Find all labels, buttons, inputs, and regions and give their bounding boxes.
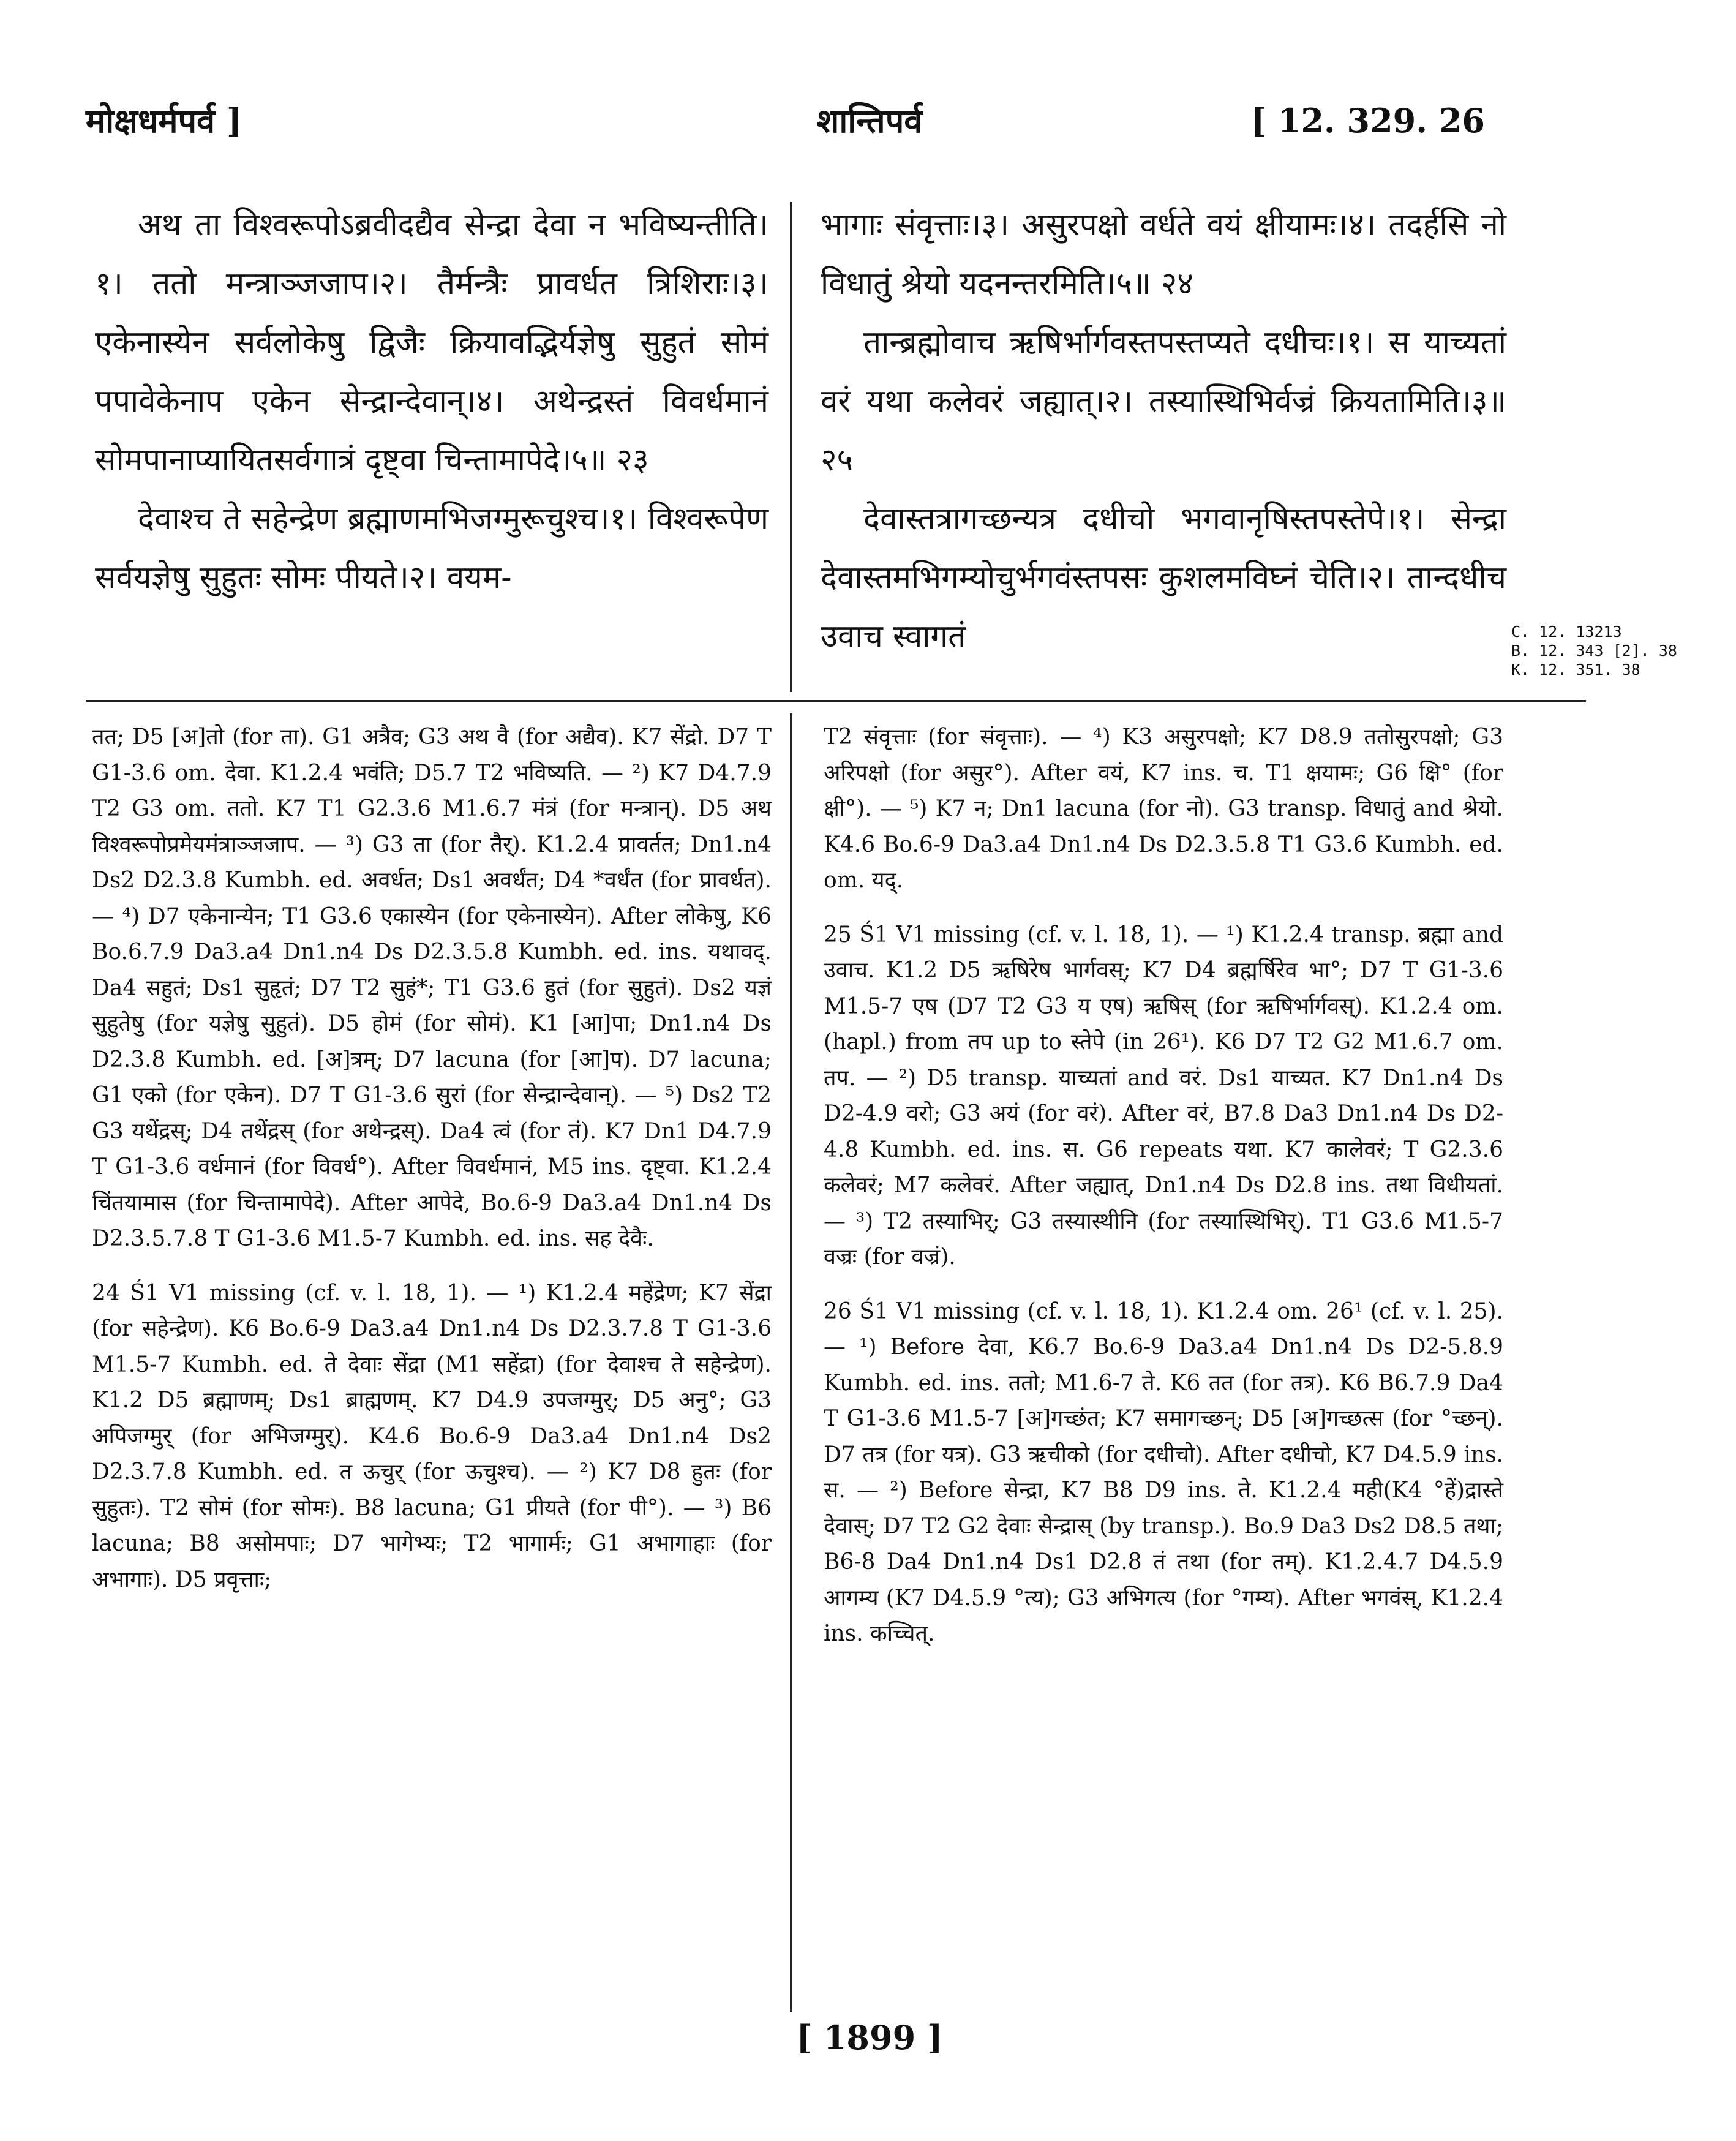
verse-24-start: देवाश्च ते सहेन्द्रेण ब्रह्माणमभिजग्मुरूचुश्च।१। विश्वरूपेण सर्वयज्ञेषु सुहुतः सोमः पीयते।२। वयम-: [95, 501, 768, 596]
running-header-reference: [ 12. 329. 26: [1250, 101, 1485, 140]
verse-23: अथ ता विश्वरूपोऽब्रवीदद्यैव सेन्द्रा देवा न भविष्यन्तीति।१। ततो मन्त्राञ्जजाप।२। तैर्मन्त्रैः प्रावर्धत त्रिशिराः।३। एकेनास्येन सर्वलोकेषु द्विजैः क्रियावद्भिर्यज्ञेषु सुहुतं सोमं पपावेकेनाप एकेन सेन्द्रान्देवान्।४। अथेन्द्रस्तं विवर्धमानं सोमपानाप्यायितसर्वगात्रं दृष्ट्वा चिन्तामापेदे।५॥ २३: [95, 207, 768, 478]
running-header-left: मोक्षधर्मपर्व ]: [86, 101, 242, 140]
main-text-left-column: [95, 196, 768, 608]
notes-separator: [86, 700, 1586, 702]
main-text-right-column: [821, 196, 1506, 666]
critical-apparatus-left: [92, 720, 772, 1616]
margin-concordance: C. 12. 13213 B. 12. 343 [2]. 38 K. 12. 351. 38: [1511, 623, 1677, 679]
apparatus-note-25: 25 Ś1 V1 missing (cf. v. l. 18, 1). — ¹) K1.2.4 transp. ब्रह्मा and उवाच. K1.2 D5 ऋषिरेष भार्गवस्; K7 D4 ब्रह्मर्षिरेव भा°; D7 T G1-3.6 M1.5-7 एष (D7 T2 G3 य एष) ऋषिस् (for ऋषिर्भार्गवस्). K1.2.4 om. (hapl.) from तप up to स्तेपे (in 26¹). K6 D7 T2 G2 M1.6.7 om. तप. — ²) D5 transp. याच्यतां and वरं. Ds1 याच्यत. K7 Dn1.n4 Ds D2-4.9 वरो; G3 अयं (for वरं). After वरं, B7.8 Da3 Dn1.n4 Ds D2-4.8 Kumbh. ed. ins. स. G6 repeats यथा. K7 कालेवरं; T G2.3.6 कलेवरं; M7 कलेवरं. After जह्यात्, Dn1.n4 Ds D2.8 ins. तथा विधीयतां. — ³) T2 तस्याभिर्; G3 तस्यास्थीनि (for तस्यास्थिभिर्). T1 G3.6 M1.5-7 वज्रः (for वज्रं).: [824, 922, 1504, 1270]
apparatus-note-24: 24 Ś1 V1 missing (cf. v. l. 18, 1). — ¹) K1.2.4 महेंद्रेण; K7 सेंद्रा (for सहेन्द्रेण). K6 Bo.6-9 Da3.a4 Dn1.n4 Ds D2.3.7.8 T G1-3.6 M1.5-7 Kumbh. ed. ते देवाः सेंद्रा (M1 सहेंद्रा) (for देवाश्च ते सहेन्द्रेण). K1.2 D5 ब्रह्माणम्; Ds1 ब्राह्मणम्. K7 D4.9 उपजग्मुर्; D5 अनु°; G3 अपिजग्मुर् (for अभिजग्मुर्). K4.6 Bo.6-9 Da3.a4 Dn1.n4 Ds2 D2.3.7.8 Kumbh. ed. त ऊचुर् (for ऊचुश्च). — ²) K7 D8 हुतः (for सुहुतः). T2 सोमं (for सोमः). B8 lacuna; G1 प्रीयते (for पी°). — ³) B6 lacuna; B8 असोमपाः; D7 भागेभ्यः; T2 भागार्मः; G1 अभागाहाः (for अभागाः). D5 प्रवृत्ताः;: [92, 1280, 772, 1592]
running-header-title: शान्तिपर्व: [816, 101, 923, 140]
apparatus-note-26: 26 Ś1 V1 missing (cf. v. l. 18, 1). K1.2.4 om. 26¹ (cf. v. l. 25). — ¹) Before देवा, K6.7 Bo.6-9 Da3.a4 Dn1.n4 Ds D2-5.8.9 Kumbh. ed. ins. ततो; M1.6-7 ते. K6 तत (for तत्र). K6 B6.7.9 Da4 T G1-3.6 M1.5-7 [अ]गच्छंत; K7 समागच्छन्; D5 [अ]गच्छत्स (for °च्छन्). D7 तत्र (for यत्र). G3 ऋचीको (for दधीचो). After दधीचो, K7 D4.5.9 ins. स. — ²) Before सेन्द्रा, K7 B8 D9 ins. ते. K1.2.4 मही(K4 °हें)द्रास्ते देवास्; D7 T2 G2 देवाः सेन्द्रास् (by transp.). Bo.9 Da3 Ds2 D8.5 तथा; B6-8 Da4 Dn1.n4 Ds1 D2.8 तं तथा (for तम्). K1.2.4.7 D4.5.9 आगम्य (K7 D4.5.9 °त्य); G3 अभिगत्य (for °गम्य). After भगवंस्, K1.2.4 ins. कच्चित्.: [824, 1298, 1503, 1646]
column-divider-notes: [790, 713, 792, 2012]
apparatus-note-24-cont: T2 संवृत्ताः (for संवृत्ताः). — ⁴) K3 असुरपक्षो; K7 D8.9 ततोसुरपक्षो; G3 अरिपक्षो (for असुर°). After वयं, K7 ins. च. T1 क्षयामः; G6 क्षि° (for क्षी°). — ⁵) K7 न; Dn1 lacuna (for नो). G3 transp. विधातुं and श्रेयो. K4.6 Bo.6-9 Da3.a4 Dn1.n4 Ds D2.3.5.8 T1 G3.6 Kumbh. ed. om. यद्.: [824, 724, 1503, 893]
critical-apparatus-right: [824, 720, 1503, 1671]
verse-24-end: भागाः संवृत्ताः।३। असुरपक्षो वर्धते वयं क्षीयामः।४। तदर्हसि नो विधातुं श्रेयो यदनन्तरमिति।५॥ २४: [821, 207, 1506, 302]
verse-25: तान्ब्रह्मोवाच ऋषिर्भार्गवस्तपस्तप्यते दधीचः।१। स याच्यतां वरं यथा कलेवरं जह्यात्।२। तस्यास्थिभिर्वज्रं क्रियतामिति।३॥ २५: [821, 325, 1506, 478]
verse-26: देवास्तत्रागच्छन्यत्र दधीचो भगवानृषिस्तपस्तेपे।१। सेन्द्रा देवास्तमभिगम्योचुर्भगवंस्तपसः कुशलमविघ्नं चेति।२। तान्दधीच उवाच स्वागतं: [821, 501, 1506, 655]
apparatus-note-23: तत; D5 [अ]तो (for ता). G1 अत्रैव; G3 अथ वै (for अद्यैव). K7 सेंद्रो. D7 T G1-3.6 om. देवा. K1.2.4 भवंति; D5.7 T2 भविष्यति. — ²) K7 D4.7.9 T2 G3 om. ततो. K7 T1 G2.3.6 M1.6.7 मंत्रं (for मन्त्रान्). D5 अथ विश्वरूपोप्रमेयमंत्राञ्जजाप. — ³) G3 ता (for तैर्). K1.2.4 प्रावर्तत; Dn1.n4 Ds2 D2.3.8 Kumbh. ed. अवर्धत; Ds1 अवर्धंत; D4 *वर्धंत (for प्रावर्धत). — ⁴) D7 एकेनान्येन; T1 G3.6 एकास्येन (for एकेनास्येन). After लोकेषु, K6 Bo.6.7.9 Da3.a4 Dn1.n4 Ds D2.3.5.8 Kumbh. ed. ins. यथावद्. Da4 सहुतं; Ds1 सुहृतं; D7 T2 सुहं*; T1 G3.6 हुतं (for सुहुतं). Ds2 यज्ञं सुहुतेषु (for यज्ञेषु सुहुतं). D5 होमं (for सोमं). K1 [आ]पा; Dn1.n4 Ds D2.3.8 Kumbh. ed. [अ]त्रम्; D7 lacuna (for [आ]प). D7 lacuna; G1 एको (for एकेन). D7 T G1-3.6 सुरां (for सेन्द्रान्देवान्). — ⁵) Ds2 T2 G3 यथेंद्रस्; D4 तथेंद्रस् (for अथेन्द्रस्). Da4 त्वं (for तं). K7 Dn1 D4.7.9 T G1-3.6 वर्धमानं (for विवर्ध°). After विवर्धमानं, M5 ins. दृष्ट्वा. K1.2.4 चिंतयामास (for चिन्तामापेदे). After आपेदे, Bo.6-9 Da3.a4 Dn1.n4 Ds D2.3.5.7.8 T G1-3.6 M1.5-7 Kumbh. ed. ins. सह देवैः.: [92, 724, 772, 1251]
page-number: [ 1899 ]: [796, 2018, 943, 2057]
column-divider-text: [790, 202, 792, 692]
